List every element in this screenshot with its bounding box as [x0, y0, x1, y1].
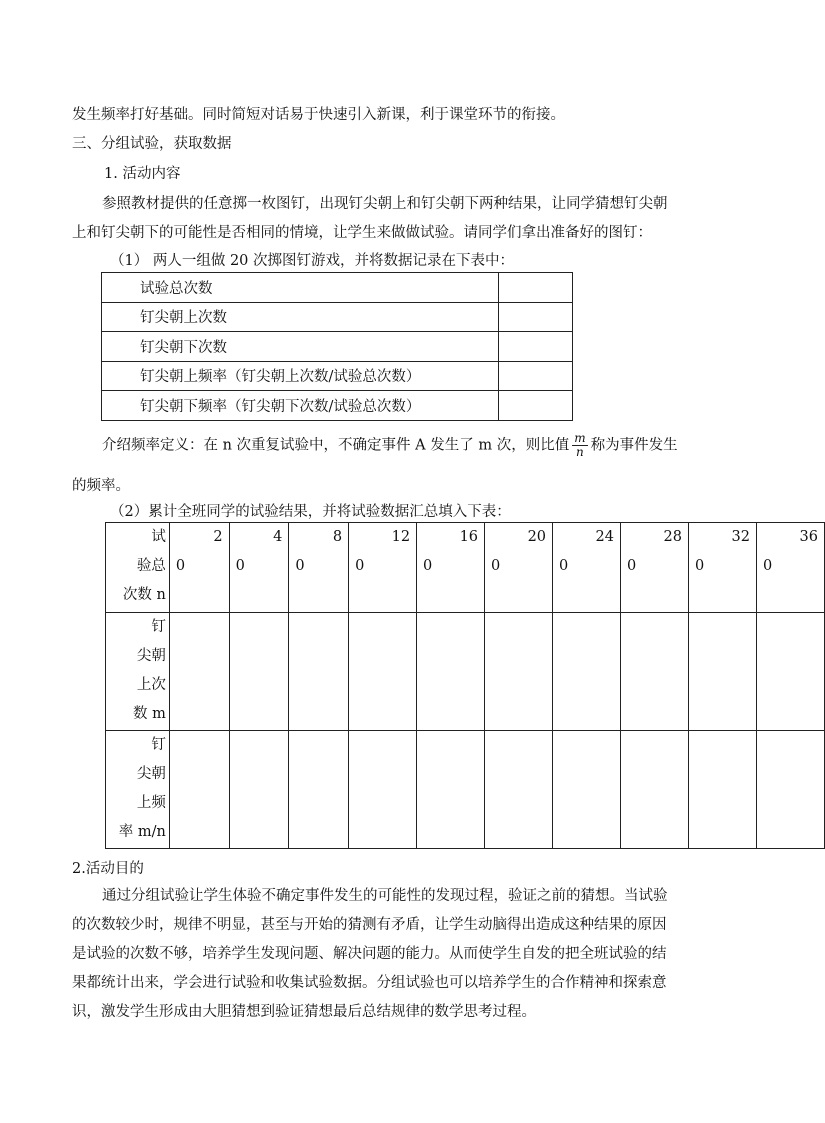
table-cell-input[interactable] [417, 731, 485, 849]
purpose-line: 的次数较少时，规律不明显，甚至与开始的猜测有矛盾，让学生动脑得出造成这种结果的原因 [72, 917, 667, 933]
table-cell-input[interactable] [289, 613, 349, 731]
table-cell-input[interactable] [553, 731, 621, 849]
table-cell-input[interactable] [499, 332, 573, 362]
table-row [106, 523, 825, 613]
table-row [102, 361, 573, 391]
table-cell-input[interactable] [229, 731, 289, 849]
table-cell-input[interactable] [499, 361, 573, 391]
frequency-definition [102, 432, 678, 459]
table-row [102, 332, 573, 362]
table-cell-value: 20 0 [485, 523, 553, 613]
table-cell-input[interactable] [621, 731, 689, 849]
frequency-definition-line2: 的频率。 [72, 478, 130, 494]
table-cell-label: 试验总次数 [102, 273, 499, 303]
table-cell-value: 2 0 [169, 523, 229, 613]
table-cell-input[interactable] [349, 731, 417, 849]
purpose-line: 通过分组试验让学生体验不确定事件发生的可能性的发现过程，验证之前的猜想。当试验 [102, 888, 668, 904]
table-cell-input[interactable] [621, 613, 689, 731]
row-header-up-count: 钉 尖朝 上次 数 m [106, 613, 170, 731]
intro-line2: 上和钉尖朝下的可能性是否相同的情境，让学生来做做试验。请同学们拿出准备好的图钉： [72, 225, 652, 241]
table-cell-value: 16 0 [417, 523, 485, 613]
purpose-line: 识，激发学生形成由大胆猜想到验证猜想最后总结规律的数学思考过程。 [72, 1004, 536, 1020]
freq-def-text-end: 称为事件发生 [590, 437, 678, 454]
record-table [101, 272, 573, 421]
table-cell-input[interactable] [553, 613, 621, 731]
table-cell-value: 28 0 [621, 523, 689, 613]
table-cell-label: 钉尖朝上次数 [102, 302, 499, 332]
table-cell-input[interactable] [229, 613, 289, 731]
table-cell-input[interactable] [289, 731, 349, 849]
table-cell-value: 4 0 [229, 523, 289, 613]
table-cell-label: 钉尖朝下频率（钉尖朝下次数/试验总次数） [102, 391, 499, 421]
table-cell-input[interactable] [485, 613, 553, 731]
table-cell-input[interactable] [688, 613, 756, 731]
intro-line1: 参照教材提供的任意掷一枚图钉，出现钉尖朝上和钉尖朝下两种结果，让同学猜想钉尖朝 [102, 196, 668, 212]
section-heading: 三、分组试验，获取数据 [72, 136, 232, 152]
table-row [102, 391, 573, 421]
table-cell-input[interactable] [756, 731, 824, 849]
table-row [102, 302, 573, 332]
table-row [106, 731, 825, 849]
table-cell-input[interactable] [417, 613, 485, 731]
table-cell-value: 8 0 [289, 523, 349, 613]
sub1-heading: 1. 活动内容 [104, 166, 181, 182]
table-cell-input[interactable] [169, 613, 229, 731]
step2-text: （2）累计全班同学的试验结果，并将试验数据汇总填入下表： [110, 504, 511, 520]
table-cell-value: 12 0 [349, 523, 417, 613]
table-cell-label: 钉尖朝下次数 [102, 332, 499, 362]
table-cell-input[interactable] [688, 731, 756, 849]
table-cell-value: 36 0 [756, 523, 824, 613]
table-cell-value: 24 0 [553, 523, 621, 613]
table-cell-input[interactable] [499, 273, 573, 303]
table-cell-input[interactable] [485, 731, 553, 849]
table-cell-input[interactable] [169, 731, 229, 849]
table-row [102, 273, 573, 303]
summary-table [105, 522, 825, 849]
freq-def-text: 介绍频率定义：在 n 次重复试验中，不确定事件 A 发生了 m 次，则比值 [102, 437, 570, 454]
paragraph-top: 发生频率打好基础。同时简短对话易于快速引入新课，利于课堂环节的衔接。 [72, 107, 565, 123]
purpose-line: 是试验的次数不够，培养学生发现问题、解决问题的能力。从而使学生自发的把全班试验的结 [72, 946, 667, 962]
table-cell-label: 钉尖朝上频率（钉尖朝上次数/试验总次数） [102, 361, 499, 391]
table-cell-input[interactable] [756, 613, 824, 731]
table-row [106, 613, 825, 731]
purpose-line: 果都统计出来，学会进行试验和收集试验数据。分组试验也可以培养学生的合作精神和探索意 [72, 975, 667, 991]
table-cell-value: 32 0 [688, 523, 756, 613]
table-cell-input[interactable] [499, 302, 573, 332]
step1-text: （1） 两人一组做 20 次掷图钉游戏，并将数据记录在下表中： [110, 253, 515, 269]
row-header-up-frequency: 钉 尖朝 上频 率 m/n [106, 731, 170, 849]
sub2-heading: 2.活动目的 [72, 861, 144, 877]
table-cell-input[interactable] [499, 391, 573, 421]
table-cell-input[interactable] [349, 613, 417, 731]
fraction-m-over-n: $\frac{m}{n}$ [574, 431, 586, 459]
row-header-trials: 试 验总 次数 n [106, 523, 170, 613]
